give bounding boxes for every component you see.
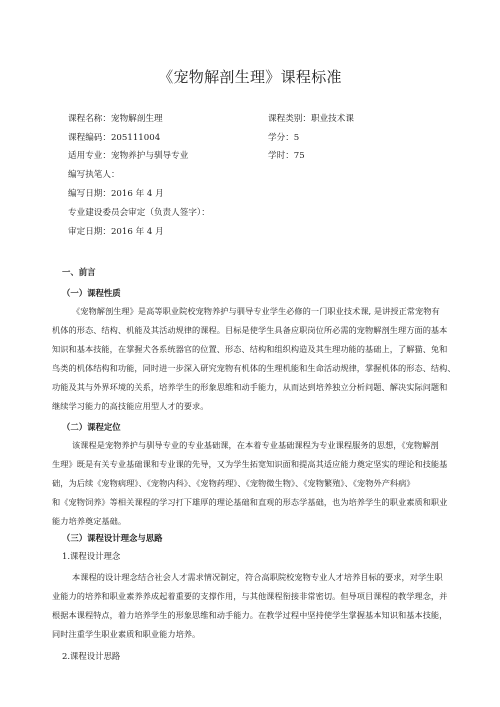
paragraph-line: 和《宠物饲养》等相关课程的学习打下雄厚的理论基础和直观的形态学基础，也为培养学生的职业素质和职业: [52, 497, 448, 507]
paragraph-line: 《宠物解剖生理》是高等职业院校宠物养护与驯导专业学生必修的一门职业技术课, 是讲授正常宠物有: [72, 306, 440, 316]
course-code: 课程编码：205111004: [68, 133, 161, 143]
paragraph-line: 知识和基本技能，在掌握犬各系统器官的位置、形态、结构和组织构造及其生理功能的基础上，了解猫、兔和: [52, 344, 448, 354]
section-heading-preface: 一、前言: [62, 267, 96, 277]
sub-heading-design-philosophy: 1.课程设计理念: [62, 551, 121, 561]
credits: 学分：5: [268, 133, 300, 143]
sub-heading-course-nature: （一）课程性质: [62, 288, 121, 298]
paragraph-line: 础，为后续《宠物病理》、《宠物内科》、《宠物药理》、《宠物微生物》、《宠物繁殖》、《宠物外产科病》: [52, 478, 415, 488]
review-committee: 专业建设委员会审定（负责人签字）：: [68, 208, 210, 218]
paragraph-line: 本课程的设计理念结合社会人才需求情况制定，符合高职院校宠物专业人才培养目标的要求，对学生职: [72, 572, 443, 582]
class-hours: 学时：75: [268, 151, 305, 161]
paragraph-line: 机体的形态、结构、机能及其活动规律的课程。目标是使学生具备应职岗位所必需的宠物解剖生理方面的基本: [52, 325, 448, 335]
paragraph-line: 该课程是宠物养护与驯导专业的专业基础课，在本着专业基础课程为专业课程服务的思想，《宠物解剖: [72, 440, 439, 450]
paragraph-line: 生理》既是有关专业基础课和专业课的先导，又为学生拓宽知识面和提高其适应能力奠定坚实的理论和技能基: [52, 459, 448, 469]
sub-heading-design-concept: （三）课程设计理念与思路: [62, 533, 163, 543]
paragraph-line: 根据本课程特点，着力培养学生的形象思维和动手能力。在教学过程中坚持使学生掌握基本知识和基本技能，: [52, 610, 448, 620]
paragraph-line: 同时注重学生职业素质和职业能力培养。: [52, 629, 201, 639]
sub-heading-design-approach: 2.课程设计思路: [62, 651, 121, 661]
paragraph-line: 能力培养奠定基础。: [52, 516, 127, 526]
document-title: 《宠物解剖生理》课程标准: [158, 68, 342, 86]
sub-heading-course-positioning: （二）课程定位: [62, 422, 121, 432]
paragraph-line: 继续学习能力的高技能应用型人才的要求。: [52, 401, 209, 411]
course-type: 课程类别：职业技术课: [268, 114, 354, 124]
paragraph-line: 功能及其与外界环境的关系，培养学生的形象思维和动手能力，从而达到培养独立分析问题、解决实际问题和: [52, 382, 448, 392]
applicable-major: 适用专业：宠物养护与驯导专业: [68, 151, 189, 161]
course-name: 课程名称：宠物解剖生理: [68, 114, 163, 124]
paragraph-line: 鸟类的机体结构和功能，同时进一步深入研究宠物有机体的生理机能和生命活动规律，掌握机体的形态、结构、: [52, 363, 456, 373]
written-date: 编写日期：2016 年 4 月: [68, 189, 164, 199]
author: 编写执笔人：: [68, 170, 120, 180]
paragraph-line: 业能力的培养和职业素养养成起着重要的支撑作用，与其他课程衔接非常密切。但导项目课程的教学理念，并: [52, 591, 448, 601]
review-date: 审定日期：2016 年 4 月: [68, 227, 164, 237]
